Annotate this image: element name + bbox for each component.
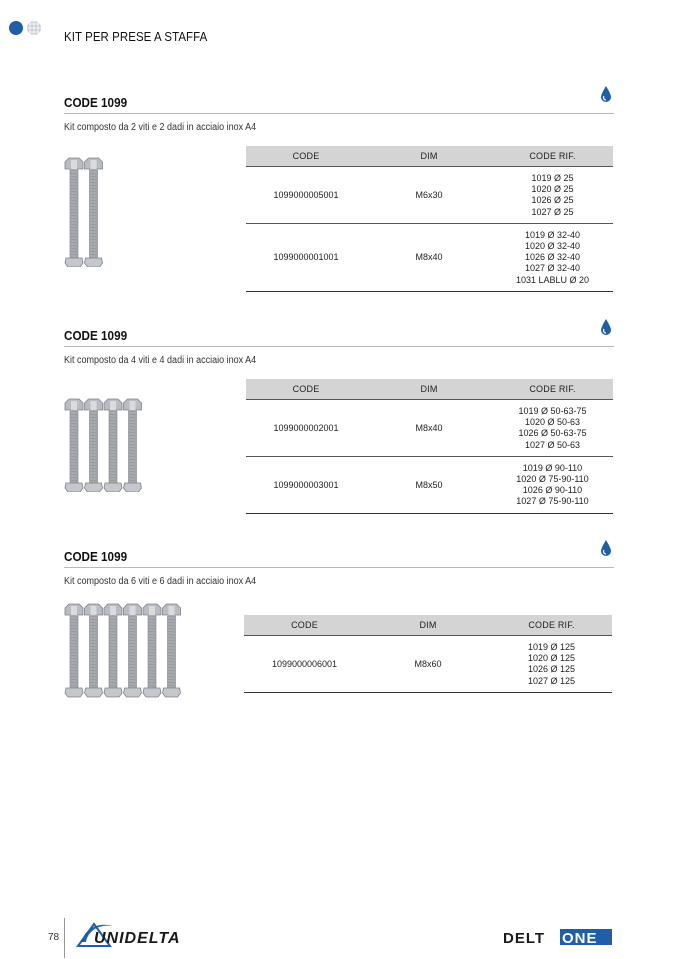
screw-kit-image bbox=[62, 396, 156, 492]
section-title: CODE 1099 bbox=[64, 549, 128, 564]
svg-text:UNIDELTA: UNIDELTA bbox=[94, 930, 181, 947]
dim-cell: M8x40 bbox=[366, 400, 492, 457]
unidelta-logo bbox=[72, 918, 212, 950]
dim-cell: M6x30 bbox=[366, 167, 492, 224]
screw-icon bbox=[65, 604, 83, 697]
footer-divider bbox=[64, 918, 65, 958]
screw-icon bbox=[104, 604, 122, 697]
section-header bbox=[64, 326, 614, 347]
dim-cell: M8x40 bbox=[366, 223, 492, 291]
col-dim-header: DIM bbox=[366, 146, 492, 167]
screw-icon bbox=[65, 158, 83, 267]
table-row bbox=[246, 456, 613, 513]
table-row bbox=[246, 167, 613, 224]
col-code-header: CODE bbox=[246, 146, 366, 167]
code-rif-cell: 1019 Ø 25 1020 Ø 25 1026 Ø 25 1027 Ø 25 bbox=[492, 167, 613, 224]
col-code-header: CODE bbox=[246, 379, 366, 400]
section-description: Kit composto da 2 viti e 2 dadi in acciaio inox A4 bbox=[64, 122, 257, 133]
table-row bbox=[246, 223, 613, 291]
page-number: 78 bbox=[48, 932, 60, 943]
svg-text:DELT: DELT bbox=[503, 930, 546, 947]
spec-table bbox=[246, 146, 613, 292]
section-description: Kit composto da 6 viti e 6 dadi in acciaio inox A4 bbox=[64, 576, 257, 587]
screw-icon bbox=[163, 604, 181, 697]
code-rif-cell: 1019 Ø 90-110 1020 Ø 75-90-110 1026 Ø 90-110 1027 Ø 75-90-110 bbox=[492, 456, 613, 513]
header-dots-icon bbox=[8, 18, 48, 38]
screw-kit-image bbox=[62, 155, 116, 267]
spec-table bbox=[246, 379, 613, 514]
section-header bbox=[64, 93, 614, 114]
screw-icon bbox=[143, 604, 161, 697]
code-cell: 1099000002001 bbox=[246, 400, 366, 457]
screw-icon bbox=[104, 399, 122, 492]
water-drop-icon bbox=[600, 539, 612, 557]
section-description: Kit composto da 4 viti e 4 dadi in acciaio inox A4 bbox=[64, 355, 257, 366]
screw-icon bbox=[85, 399, 103, 492]
code-rif-cell: 1019 Ø 125 1020 Ø 125 1026 Ø 125 1027 Ø 125 bbox=[491, 636, 612, 693]
water-drop-icon bbox=[600, 318, 612, 336]
screw-kit-image bbox=[62, 602, 192, 698]
col-code-rif-header: CODE RIF. bbox=[492, 146, 613, 167]
table-row bbox=[246, 400, 613, 457]
col-code-rif-header: CODE RIF. bbox=[491, 615, 612, 636]
screw-icon bbox=[124, 399, 142, 492]
code-cell: 1099000001001 bbox=[246, 223, 366, 291]
product-section-1 bbox=[64, 93, 614, 133]
table-row bbox=[244, 636, 612, 693]
svg-text:ONE: ONE bbox=[562, 930, 598, 947]
spec-table bbox=[244, 615, 612, 693]
screw-icon bbox=[85, 158, 103, 267]
col-dim-header: DIM bbox=[365, 615, 491, 636]
code-cell: 1099000005001 bbox=[246, 167, 366, 224]
dim-cell: M8x50 bbox=[366, 456, 492, 513]
page-title: KIT PER PRESE A STAFFA bbox=[64, 29, 208, 44]
water-drop-icon bbox=[600, 85, 612, 103]
code-rif-cell: 1019 Ø 32-40 1020 Ø 32-40 1026 Ø 32-40 1027 Ø 32-40 1031 LABLU Ø 20 bbox=[492, 223, 613, 291]
screw-icon bbox=[85, 604, 103, 697]
code-rif-cell: 1019 Ø 50-63-75 1020 Ø 50-63 1026 Ø 50-63-75 1027 Ø 50-63 bbox=[492, 400, 613, 457]
code-cell: 1099000003001 bbox=[246, 456, 366, 513]
section-header bbox=[64, 547, 614, 568]
section-title: CODE 1099 bbox=[64, 95, 128, 110]
section-title: CODE 1099 bbox=[64, 328, 128, 343]
screw-icon bbox=[124, 604, 142, 697]
screw-icon bbox=[65, 399, 83, 492]
product-section-3 bbox=[64, 547, 614, 587]
product-section-2 bbox=[64, 326, 614, 366]
code-cell: 1099000006001 bbox=[244, 636, 365, 693]
dim-cell: M8x60 bbox=[365, 636, 491, 693]
col-dim-header: DIM bbox=[366, 379, 492, 400]
deltone-logo bbox=[502, 927, 614, 947]
col-code-rif-header: CODE RIF. bbox=[492, 379, 613, 400]
col-code-header: CODE bbox=[244, 615, 365, 636]
